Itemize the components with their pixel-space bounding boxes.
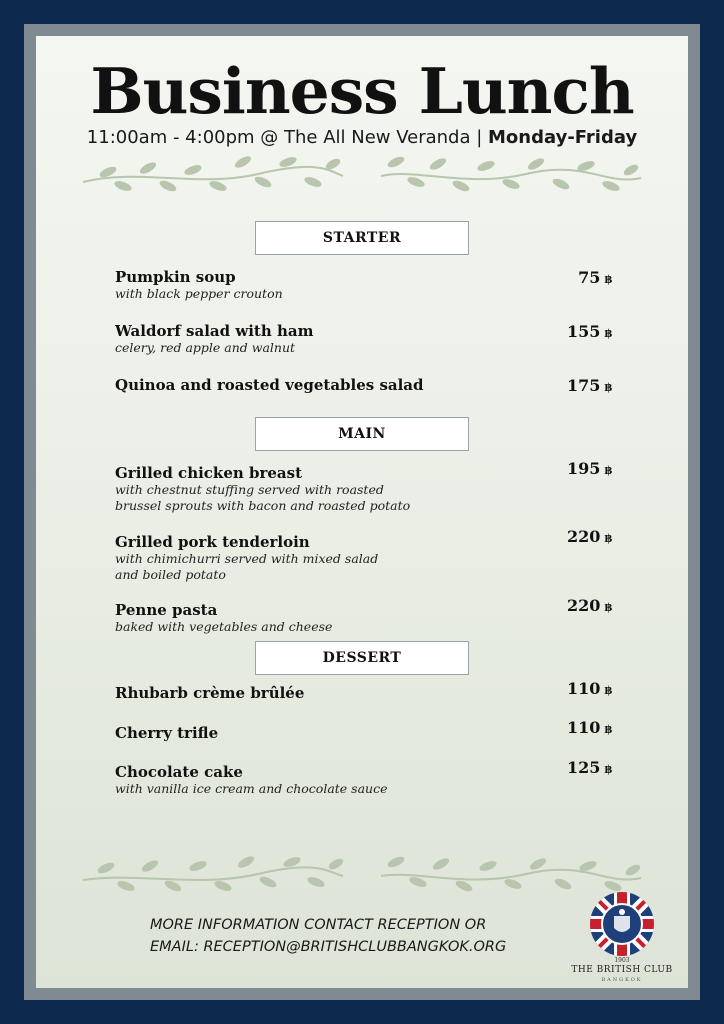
currency-symbol: ฿ — [604, 532, 612, 545]
item-name: Penne pasta — [115, 601, 218, 619]
price-value: 220 — [566, 596, 601, 615]
menu-item-penne-pasta — [115, 602, 615, 635]
section-starter: STARTER — [255, 221, 469, 255]
menu-item-grilled-chicken — [115, 465, 615, 514]
hours-location: 11:00am - 4:00pm @ The All New Veranda | — [86, 127, 489, 148]
contact-email-line[interactable]: EMAIL: RECEPTION@BRITISHCLUBBANGKOK.ORG — [150, 939, 507, 955]
currency-symbol: ฿ — [604, 273, 612, 286]
item-description: baked with vegetables and cheese — [115, 619, 333, 634]
currency-symbol: ฿ — [604, 763, 612, 776]
item-name: Chocolate cake — [115, 763, 243, 781]
menu-item-rhubarb-creme-brulee — [115, 685, 615, 702]
vine-ornament-icon — [376, 148, 646, 194]
item-name: Cherry trifle — [115, 724, 219, 742]
price-value: 110 — [566, 718, 601, 737]
price-quinoa-salad — [567, 376, 612, 395]
price-waldorf-salad — [567, 322, 612, 341]
logo-name: THE BRITISH CLUB — [571, 965, 673, 975]
price-grilled-pork — [567, 527, 612, 546]
price-value: 220 — [566, 527, 601, 546]
price-grilled-chicken — [567, 459, 612, 478]
item-description: with chimichurri served with mixed salad — [115, 551, 379, 566]
price-value: 125 — [566, 758, 601, 777]
currency-symbol: ฿ — [604, 464, 612, 477]
contact-info — [150, 914, 506, 958]
logo-city: BANGKOK — [601, 977, 643, 983]
menu-item-cherry-trifle — [115, 725, 615, 742]
currency-symbol: ฿ — [604, 723, 612, 736]
price-value: 175 — [566, 376, 601, 395]
currency-symbol: ฿ — [604, 684, 612, 697]
menu-item-pumpkin-soup — [115, 269, 615, 302]
days-label: Monday-Friday — [488, 127, 638, 148]
price-cherry-trifle — [567, 718, 612, 737]
price-rhubarb-creme-brulee — [567, 679, 612, 698]
item-description: and boiled potato — [115, 567, 226, 582]
item-description: with chestnut stuffing served with roasted — [115, 482, 384, 497]
vine-ornament-icon — [78, 148, 348, 194]
contact-line-1: MORE INFORMATION CONTACT RECEPTION OR — [150, 917, 487, 933]
logo-year: 1903 — [614, 957, 630, 964]
price-pumpkin-soup — [578, 268, 612, 287]
section-dessert: DESSERT — [255, 641, 469, 675]
item-name: Rhubarb crème brûlée — [115, 684, 305, 702]
item-description: with black pepper crouton — [115, 286, 283, 301]
currency-symbol: ฿ — [604, 381, 612, 394]
item-name: Grilled chicken breast — [115, 464, 303, 482]
item-description: with vanilla ice cream and chocolate sauce — [115, 781, 388, 796]
currency-symbol: ฿ — [604, 327, 612, 340]
menu-item-quinoa-salad — [115, 377, 615, 394]
menu-title: Business Lunch — [90, 54, 634, 128]
menu-item-chocolate-cake — [115, 764, 615, 797]
item-description: brussel sprouts with bacon and roasted potato — [115, 498, 411, 513]
item-name: Quinoa and roasted vegetables salad — [115, 376, 424, 394]
price-value: 155 — [566, 322, 601, 341]
menu-subtitle — [0, 127, 724, 148]
item-name: Waldorf salad with ham — [115, 322, 314, 340]
british-club-crest-icon — [588, 890, 656, 958]
item-name: Pumpkin soup — [115, 268, 236, 286]
menu-item-grilled-pork — [115, 534, 615, 583]
price-chocolate-cake — [567, 758, 612, 777]
menu-item-waldorf-salad — [115, 323, 615, 356]
item-name: Grilled pork tenderloin — [115, 533, 310, 551]
currency-symbol: ฿ — [604, 601, 612, 614]
price-value: 195 — [566, 459, 601, 478]
vine-ornament-icon — [78, 850, 348, 896]
price-value: 75 — [578, 268, 601, 287]
item-description: celery, red apple and walnut — [115, 340, 296, 355]
section-main: MAIN — [255, 417, 469, 451]
price-value: 110 — [566, 679, 601, 698]
price-penne-pasta — [567, 596, 612, 615]
